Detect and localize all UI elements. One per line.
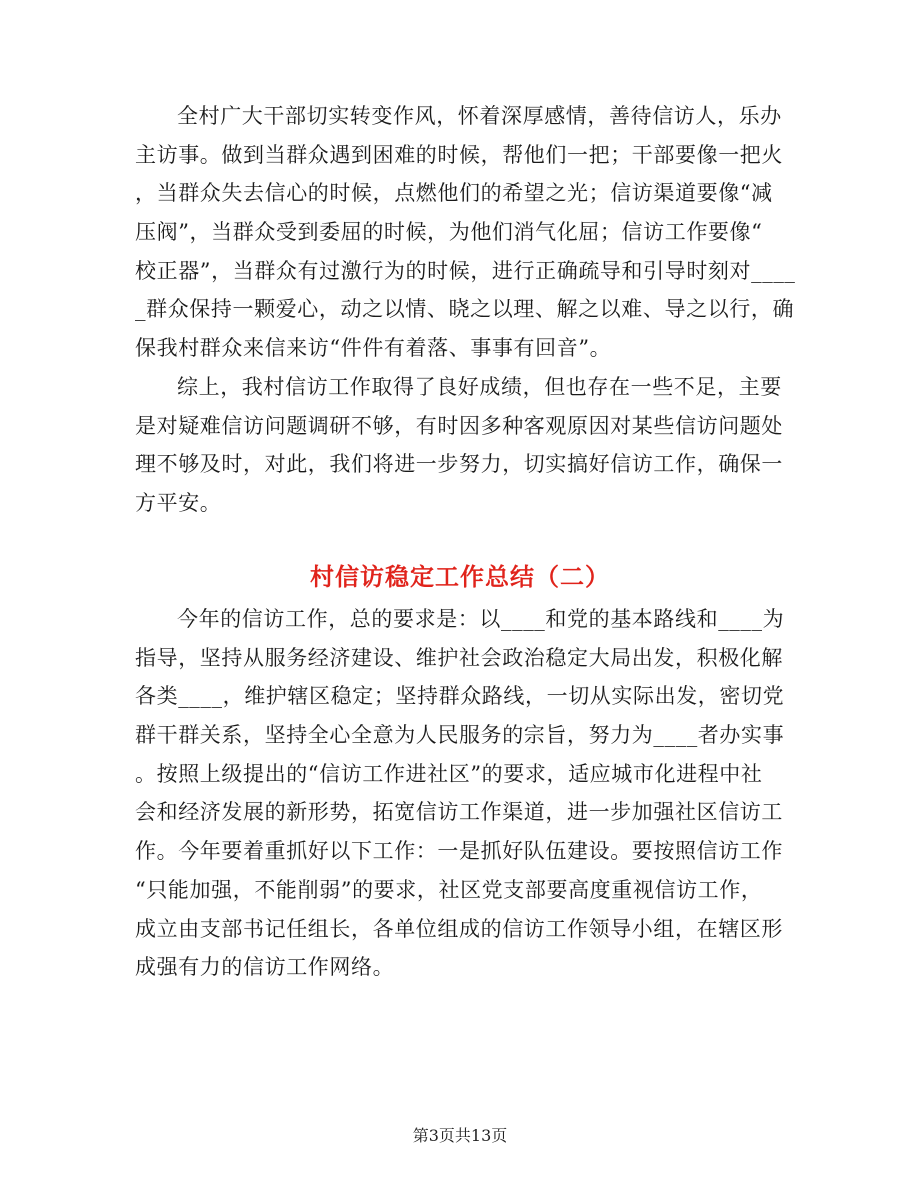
text-line: _群众保持一颗爱心，动之以情、晓之以理、解之以难、导之以行，确 (135, 297, 795, 322)
text-line: 理不够及时，对此，我们将进一步努力，切实搞好信访工作，确保一 (135, 452, 783, 477)
page-number: 第3页共13页 (412, 1126, 508, 1145)
text-line: “只能加强，不能削弱”的要求，社区党支部要高度重视信访工作， (135, 877, 763, 902)
text-line: 方平安。 (135, 490, 222, 515)
text-line: 会和经济发展的新形势，拓宽信访工作渠道，进一步加强社区信访工 (135, 800, 783, 825)
text-line: 今年的信访工作，总的要求是：以____和党的基本路线和____为 (177, 607, 785, 631)
paragraph-block-2 (135, 600, 785, 987)
text-line: 保我村群众来信来访“件件有着落、事事有回音”。 (135, 336, 612, 361)
section-title: 村信访稳定工作总结（二） (310, 562, 610, 591)
text-line: 校正器”，当群众有过激行为的时候，进行正确疏导和引导时刻对____ (135, 258, 796, 283)
text-line: 群干群关系，坚持全心全意为人民服务的宗旨，努力为____者办实事 (135, 723, 785, 748)
text-line: 成强有力的信访工作网络。 (135, 955, 395, 980)
text-line: 是对疑难信访问题调研不够，有时因多种客观原因对某些信访问题处 (135, 413, 783, 438)
text-line: 全村广大干部切实转变作风，怀着深厚感情，善待信访人，乐办 (177, 104, 782, 128)
text-line: 作。今年要着重抓好以下工作：一是抓好队伍建设。要按照信访工作 (135, 839, 783, 864)
text-line: 指导，坚持从服务经济建设、维护社会政治稳定大局出发，积极化解 (135, 645, 783, 670)
text-line: 主访事。做到当群众遇到困难的时候，帮他们一把；干部要像一把火 (135, 142, 783, 167)
text-line: 压阀”，当群众受到委屈的时候，为他们消气化屈；信访工作要像“ (135, 220, 763, 245)
text-line: 各类____，维护辖区稳定；坚持群众路线，一切从实际出发，密切党 (135, 684, 785, 709)
text-line: ，当群众失去信心的时候，点燃他们的希望之光；信访渠道要像“减 (135, 181, 773, 206)
text-line: 综上，我村信访工作取得了良好成绩，但也存在一些不足，主要 (177, 374, 782, 399)
paragraph-block-1 (135, 97, 796, 523)
text-line: 成立由支部书记任组长，各单位组成的信访工作领导小组，在辖区形 (135, 916, 783, 941)
text-line: 。按照上级提出的“信访工作进社区”的要求，适应城市化进程中社 (135, 761, 763, 786)
